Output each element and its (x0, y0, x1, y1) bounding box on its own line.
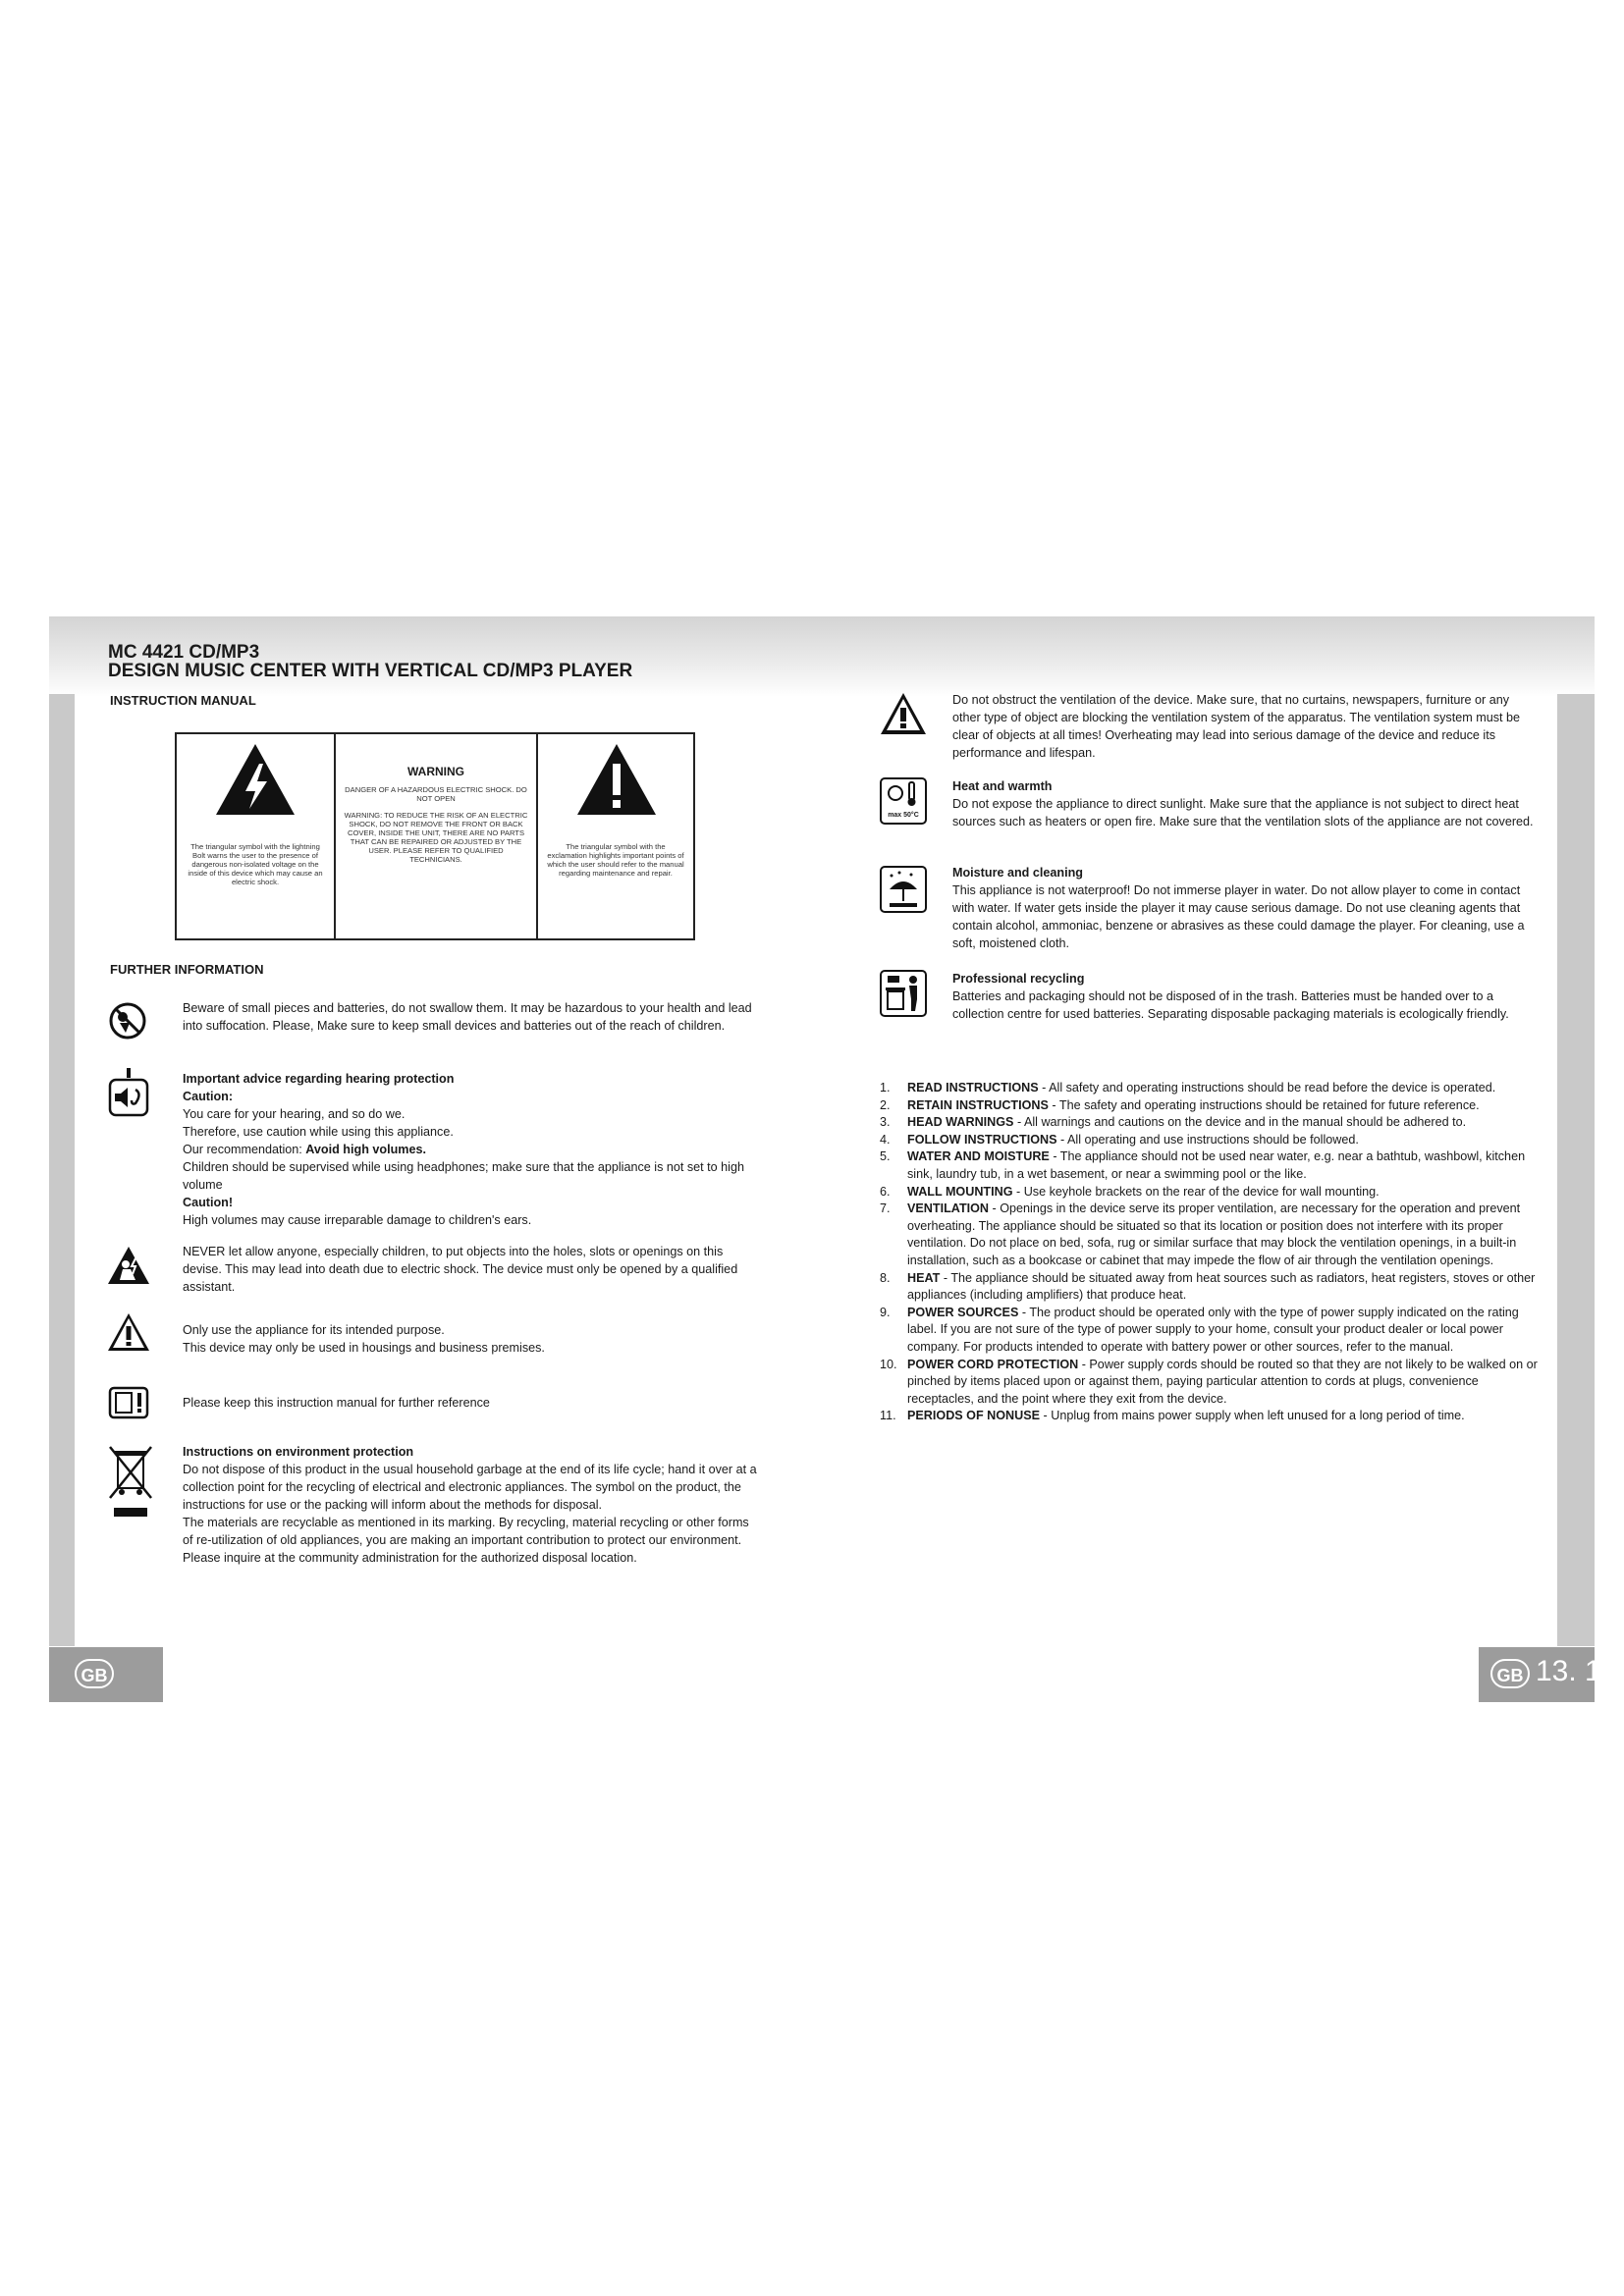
item-title: VENTILATION (907, 1201, 990, 1216)
left-language-badge: GB (75, 1659, 114, 1688)
hearing-line-2: Therefore, use caution while using this appliance. (183, 1125, 454, 1139)
item-number: 9. (880, 1305, 891, 1319)
heat-icon (880, 777, 927, 825)
header-band (49, 616, 1595, 697)
moisture-block (952, 864, 1538, 952)
item-title: HEAD WARNINGS (907, 1115, 1014, 1130)
list-item (880, 1097, 1538, 1115)
hearing-line-5: High volumes may cause irreparable damage to children's ears. (183, 1213, 532, 1227)
moisture-title: Moisture and cleaning (952, 866, 1083, 880)
item-text: - Openings in the device serve its proper ventilation, are necessary for the operation and prevent overheating. The appliance should be situated so that its location or position does not interfere with its proper ventilation. Do not place on bed, sofa, rug or similar surface that may block the ventilation openings, in a built-in installation, such as a bookcase or cabinet that may impede the flow of air through the ventilation openings. (907, 1201, 1521, 1267)
item-text: - The product should be operated only with the type of power supply indicated on the rating label. If you are not sure of the type of power supply to your home, consult your product dealer or local power company. For products intended to operate with battery power or other sources, refer to the manual. (907, 1305, 1519, 1354)
never-text: NEVER let allow anyone, especially children, to put objects into the holes, slots or openings on this devise. This may lead into death due to electric shock. The device must only be opened by a qualified assistant. (183, 1245, 738, 1294)
item-text: - All operating and use instructions should be followed. (1056, 1132, 1359, 1147)
weee-bin-icon (106, 1443, 155, 1523)
warning-danger-text: DANGER OF A HAZARDOUS ELECTRIC SHOCK. DO NOT OPEN (345, 785, 527, 803)
item-number: 5. (880, 1149, 891, 1164)
list-item (880, 1357, 1538, 1409)
moisture-text: This appliance is not waterproof! Do not immerse player in water. Do not allow player to come in contact with water. If water gets inside the player it may cause serious damage. Do not use cleaning agents that contain alcohol, ammoniac, benzene or abrasives as these could damage the player. For cleaning, use a soft, moistened cloth. (952, 883, 1525, 950)
sun-thermometer-icon (882, 779, 925, 809)
hearing-line-1: You care for your hearing, and so do we. (183, 1107, 406, 1121)
item-title: POWER CORD PROTECTION (907, 1357, 1079, 1371)
no-small-parts-icon (108, 1001, 147, 1041)
list-item (880, 1305, 1538, 1357)
item-text: - Unplug from mains power supply when left unused for a long period of time. (1040, 1409, 1465, 1423)
hearing-protection-block (183, 1070, 762, 1229)
list-item (880, 1114, 1538, 1132)
left-side-bar (49, 694, 75, 1646)
recommendation-prefix: Our recommendation: (183, 1143, 306, 1156)
manual-subtitle: INSTRUCTION MANUAL (110, 693, 256, 708)
item-title: WALL MOUNTING (907, 1184, 1013, 1199)
small-parts-text: Beware of small pieces and batteries, do not swallow them. It may be hazardous to your health and lead into suffocation. Please, Make sure to keep small devices and batteries out of the reach of children. (183, 1001, 752, 1033)
right-language-badge: GB (1490, 1659, 1530, 1688)
recycling-text: Batteries and packaging should not be disposed of in the trash. Batteries must be handed over to a collection centre for used batteries. Separating disposable packaging materials is ecologically friendly. (952, 989, 1509, 1021)
caution-triangle-icon (106, 1311, 151, 1353)
list-item (880, 1080, 1538, 1097)
warning-left-column (177, 734, 334, 938)
keep-manual-text: Please keep this instruction manual for further reference (183, 1396, 490, 1410)
item-title: PERIODS OF NONUSE (907, 1409, 1041, 1423)
warning-middle-column (334, 734, 538, 938)
item-number: 4. (880, 1132, 891, 1147)
hearing-recommendation (183, 1141, 762, 1158)
right-footer (1479, 1647, 1601, 1702)
hearing-caution-label: Caution: (183, 1090, 234, 1103)
heat-icon-label: max 50°C (888, 812, 919, 819)
electric-shock-warning-icon (106, 1245, 151, 1286)
product-title: DESIGN MUSIC CENTER WITH VERTICAL CD/MP3 PLAYER (108, 661, 633, 681)
ventilation-text: Do not obstruct the ventilation of the device. Make sure, that no curtains, newspapers, furniture or any other type of object are blocking the ventilation system of the apparatus. The ventilation system must be clear of objects at all times! Overheating may lead into serious damage of the device and reduce its performance and lifespan. (952, 693, 1520, 760)
item-number: 7. (880, 1201, 891, 1216)
heat-title: Heat and warmth (952, 779, 1053, 793)
heat-text: Do not expose the appliance to direct sunlight. Make sure that the appliance is not subject to direct heat sources such as heaters or open fire. Make sure that the ventilation slots of the appliance are not covered. (952, 797, 1534, 828)
item-text: - Power supply cords should be routed so that they are not likely to be walked on or pinched by items placed upon or against them, paying particular attention to cords at plugs, convenience receptacles, and the point where they exit from the device. (907, 1357, 1538, 1406)
ventilation-warning-icon (879, 691, 928, 736)
item-title: WATER AND MOISTURE (907, 1149, 1050, 1164)
model-title: MC 4421 CD/MP3 (108, 642, 260, 663)
item-text: - All safety and operating instructions should be read before the device is operated. (1038, 1081, 1496, 1095)
hearing-caution-2: Caution! (183, 1196, 234, 1209)
list-item (880, 1132, 1538, 1149)
right-side-bar (1557, 694, 1595, 1646)
safety-instructions-list (880, 1080, 1538, 1425)
warning-body-text: WARNING: TO REDUCE THE RISK OF AN ELECTRIC SHOCK, DO NOT REMOVE THE FRONT OR BACK COVER, INSIDE THE UNIT, THERE ARE NO PARTS THAT CAN BE REPAIRED OR ADJUSTED BY THE USER. PLEASE REFER TO QUALIFIED TECHNICIANS. (344, 811, 528, 864)
list-item (880, 1148, 1538, 1183)
environment-p2: The materials are recyclable as mentioned in its marking. By recycling, material recycling or other forms of re-utilization of old appliances, you are making an important contribution to protect our environment. (183, 1516, 749, 1547)
list-item (880, 1408, 1538, 1425)
hearing-protection-icon (108, 1068, 149, 1117)
moisture-icon (880, 866, 927, 913)
warning-title: WARNING (407, 765, 464, 778)
list-item (880, 1184, 1538, 1201)
item-number: 8. (880, 1270, 891, 1285)
hearing-line-4: Children should be supervised while using headphones; make sure that the appliance is not set to high volume (183, 1160, 744, 1192)
environment-block (183, 1443, 762, 1567)
intended-use-block (183, 1321, 762, 1357)
item-text: - The safety and operating instructions should be retained for future reference. (1048, 1097, 1480, 1112)
list-item (880, 1270, 1538, 1305)
item-number: 11. (880, 1409, 896, 1423)
left-footer (49, 1647, 163, 1702)
item-text: - The appliance should not be used near water, e.g. near a bathtub, washbowl, kitchen sink, laundry tub, in a wet basement, or near a swimming pool or the like. (907, 1149, 1526, 1181)
item-text: - Use keyhole brackets on the rear of the device for wall mounting. (1012, 1184, 1380, 1199)
item-number: 2. (880, 1097, 891, 1112)
item-number: 3. (880, 1115, 891, 1130)
warning-box (175, 732, 695, 940)
page-number: 13. 1 (1536, 1655, 1601, 1687)
recycling-title: Professional recycling (952, 972, 1085, 986)
item-title: POWER SOURCES (907, 1305, 1019, 1319)
intended-line-1: Only use the appliance for its intended purpose. (183, 1323, 445, 1337)
recycling-icon (880, 970, 927, 1017)
item-number: 10. (880, 1357, 897, 1371)
heat-block (952, 777, 1538, 830)
list-item (880, 1201, 1538, 1269)
lightning-triangle-icon (214, 742, 297, 817)
environment-p1: Do not dispose of this product in the usual household garbage at the end of its life cycle; hand it over at a collection point for the recycling of electrical and electronic appliances. The symbol on the product, the instructions for use or the packing will inform about the methods for disposal. (183, 1463, 757, 1512)
item-number: 6. (880, 1184, 891, 1199)
environment-p3: Please inquire at the community administration for the authorized disposal location. (183, 1551, 637, 1565)
item-number: 1. (880, 1081, 891, 1095)
umbrella-rain-icon (882, 868, 925, 911)
item-title: FOLLOW INSTRUCTIONS (907, 1132, 1057, 1147)
item-title: RETAIN INSTRUCTIONS (907, 1097, 1049, 1112)
environment-title: Instructions on environment protection (183, 1445, 414, 1459)
exclamation-triangle-icon (575, 742, 658, 817)
recycling-block (952, 970, 1538, 1023)
intended-line-2: This device may only be used in housings and business premises. (183, 1341, 545, 1355)
exclamation-caption: The triangular symbol with the exclamation highlights important points of which the user should refer to the manual regarding maintenance and repair. (547, 842, 684, 878)
item-title: HEAT (907, 1270, 941, 1285)
manual-book-icon (108, 1386, 149, 1419)
item-title: READ INSTRUCTIONS (907, 1081, 1039, 1095)
recommendation-bold: Avoid high volumes. (305, 1143, 426, 1156)
warning-right-column (538, 734, 693, 938)
further-info-heading: FURTHER INFORMATION (110, 962, 264, 977)
item-text: - The appliance should be situated away from heat sources such as radiators, heat registers, stoves or other appliances (including amplifiers) that produce heat. (907, 1270, 1536, 1303)
hearing-title: Important advice regarding hearing protection (183, 1072, 455, 1086)
person-bin-icon (882, 972, 925, 1015)
item-text: - All warnings and cautions on the device and in the manual should be adhered to. (1013, 1115, 1467, 1130)
lightning-caption: The triangular symbol with the lightning Bolt warns the user to the presence of dangerous non-isolated voltage on the inside of this device which may cause an electric shock. (188, 842, 323, 886)
